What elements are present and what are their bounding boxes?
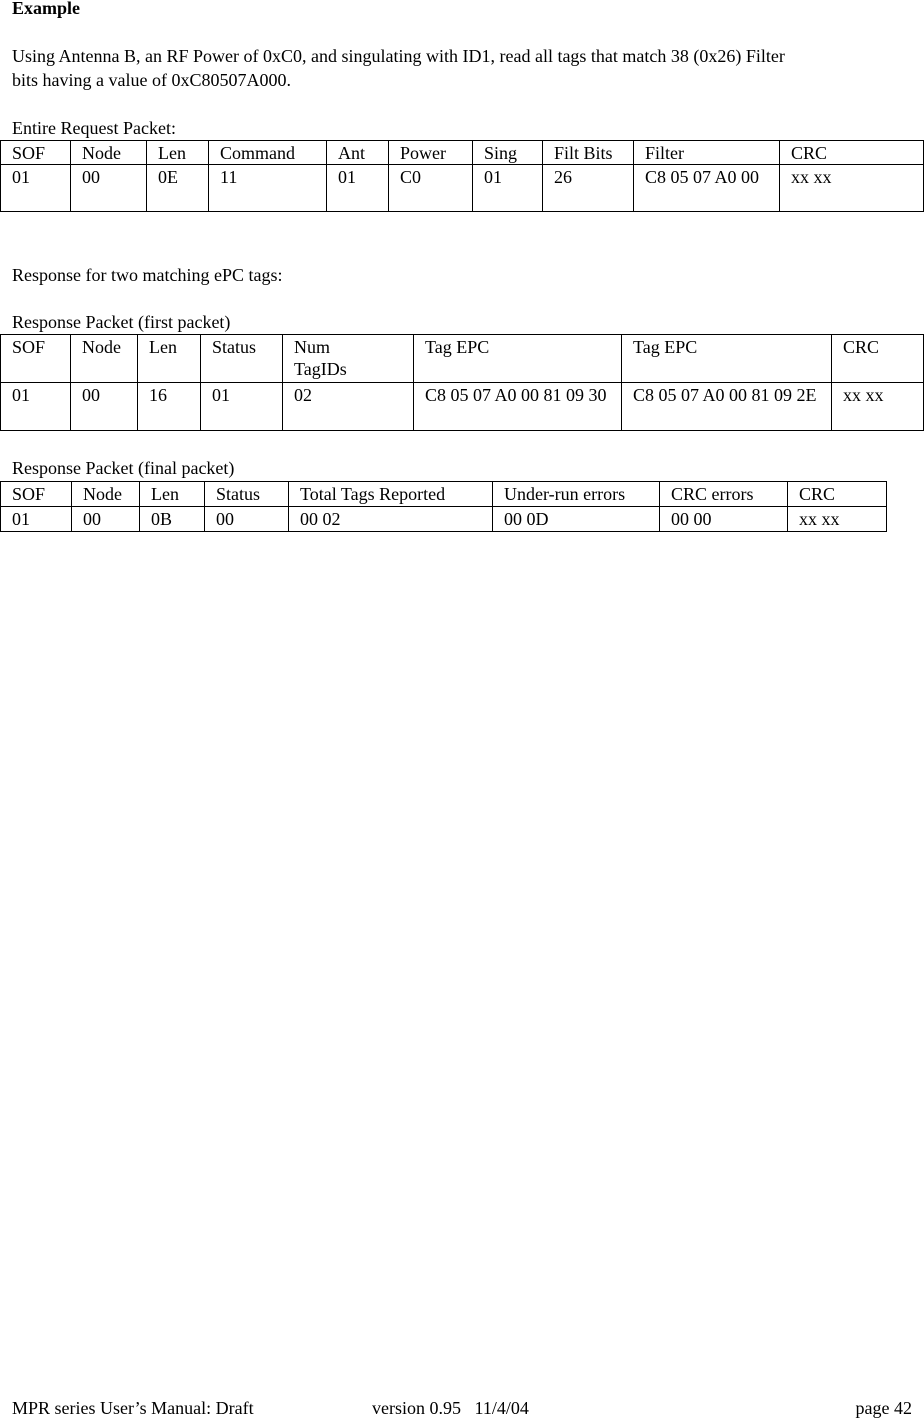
- value-cell: 00: [71, 383, 138, 431]
- header-cell: Command: [209, 141, 327, 165]
- value-cell: 00 00: [660, 507, 788, 532]
- header-cell: Node: [71, 335, 138, 383]
- header-cell: Status: [201, 335, 283, 383]
- header-cell: CRC: [788, 482, 887, 507]
- header-cell: Tag EPC: [622, 335, 832, 383]
- table-row: [1, 507, 887, 532]
- value-cell: C8 05 07 A0 00 81 09 2E: [622, 383, 832, 431]
- description-line-1: Using Antenna B, an RF Power of 0xC0, and singulating with ID1, read all tags that match 38 (0x26) Filter: [12, 46, 785, 66]
- value-cell: 00: [71, 165, 147, 212]
- value-cell: 01: [201, 383, 283, 431]
- value-cell: 00 02: [289, 507, 493, 532]
- table-header-row: [1, 335, 924, 383]
- table-row: [1, 383, 924, 431]
- header-cell: Power: [389, 141, 473, 165]
- value-cell: 16: [138, 383, 201, 431]
- value-cell: C8 05 07 A0 00 81 09 30: [414, 383, 622, 431]
- request-packet-table: [0, 140, 924, 212]
- value-cell: 00 0D: [493, 507, 660, 532]
- header-cell: Num TagIDs: [283, 335, 414, 383]
- table-header-row: [1, 482, 887, 507]
- header-cell: Status: [205, 482, 289, 507]
- header-cell: Node: [72, 482, 140, 507]
- header-cell: Len: [138, 335, 201, 383]
- header-cell: SOF: [1, 141, 71, 165]
- value-cell: xx xx: [780, 165, 924, 212]
- value-cell: 01: [1, 383, 71, 431]
- header-cell: CRC: [832, 335, 924, 383]
- response-first-caption: Response Packet (first packet): [12, 312, 231, 332]
- value-cell: 00: [72, 507, 140, 532]
- value-cell: 01: [1, 165, 71, 212]
- footer-title: MPR series User’s Manual: Draft: [12, 1398, 254, 1418]
- header-cell: Node: [71, 141, 147, 165]
- header-cell: Ant: [327, 141, 389, 165]
- value-cell: 02: [283, 383, 414, 431]
- value-cell: 00: [205, 507, 289, 532]
- value-cell: C8 05 07 A0 00: [634, 165, 780, 212]
- header-cell: Sing: [473, 141, 543, 165]
- table-header-row: [1, 141, 924, 165]
- footer-version: version 0.95 11/4/04: [372, 1398, 529, 1418]
- value-cell: 01: [327, 165, 389, 212]
- header-cell: Filt Bits: [543, 141, 634, 165]
- header-cell: Len: [140, 482, 205, 507]
- value-cell: 11: [209, 165, 327, 212]
- response-final-caption: Response Packet (final packet): [12, 458, 235, 478]
- value-cell: C0: [389, 165, 473, 212]
- value-cell: 01: [1, 507, 72, 532]
- section-heading: Example: [12, 0, 81, 18]
- table-row: [1, 165, 924, 212]
- header-cell: Tag EPC: [414, 335, 622, 383]
- value-cell: 01: [473, 165, 543, 212]
- header-cell: Under-run errors: [493, 482, 660, 507]
- header-cell: Len: [147, 141, 209, 165]
- value-cell: 0B: [140, 507, 205, 532]
- value-cell: xx xx: [788, 507, 887, 532]
- description-line-2: bits having a value of 0xC80507A000.: [12, 70, 291, 90]
- value-cell: 0E: [147, 165, 209, 212]
- header-cell: SOF: [1, 482, 72, 507]
- header-cell: Total Tags Reported: [289, 482, 493, 507]
- footer-page-number: page 42: [855, 1398, 912, 1418]
- response-intro: Response for two matching ePC tags:: [12, 265, 283, 285]
- request-caption: Entire Request Packet:: [12, 118, 176, 138]
- value-cell: xx xx: [832, 383, 924, 431]
- response-first-table: [0, 334, 924, 431]
- response-final-table: [0, 481, 887, 532]
- header-cell: Filter: [634, 141, 780, 165]
- header-cell: CRC: [780, 141, 924, 165]
- header-cell: CRC errors: [660, 482, 788, 507]
- header-cell: SOF: [1, 335, 71, 383]
- value-cell: 26: [543, 165, 634, 212]
